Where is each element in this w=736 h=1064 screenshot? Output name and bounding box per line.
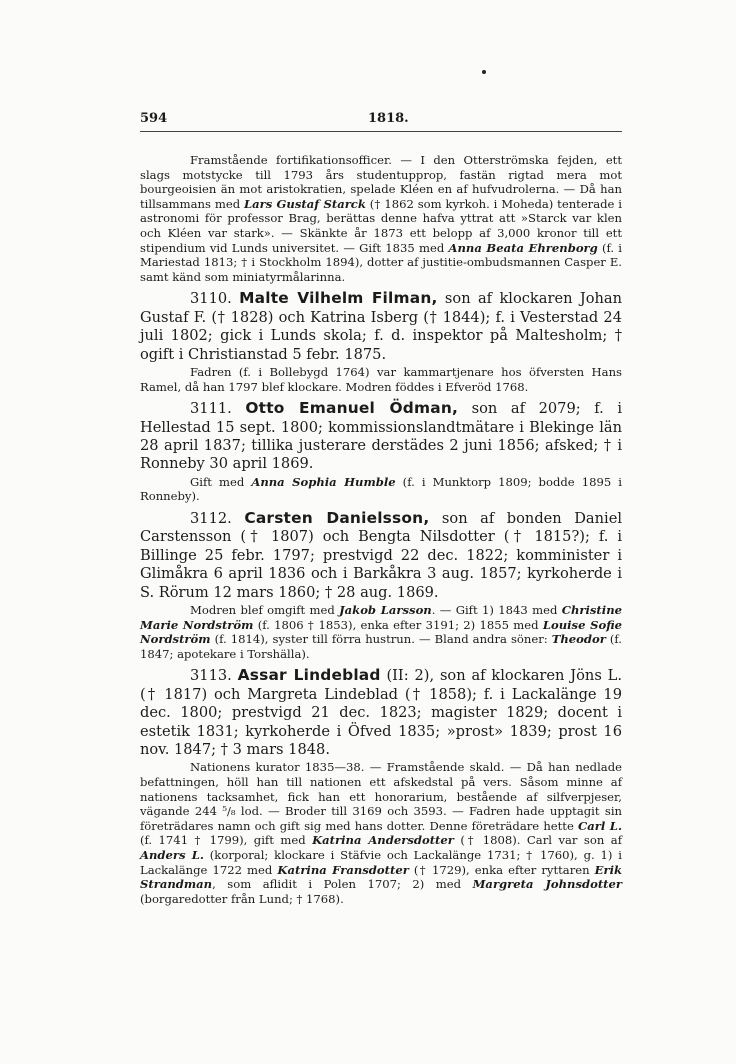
running-year: 1818.: [368, 111, 409, 126]
entry-body: [140, 289, 622, 364]
note-text: (f. i Mariestad 1813; † i Stockholm 1894), dotter af justitie-ombudsmannen Casper E. samt känd som miniatyrmålarinna.: [140, 240, 623, 284]
entry-note: [140, 760, 622, 906]
entry-note: [140, 365, 622, 394]
person-name: Christine Marie Nordström: [140, 603, 622, 632]
intro-note: [140, 153, 622, 284]
note-text: Framstående fortifikationsofficer. — I den Otterströmska fejden, ett slags motstycke till 1793 års studentupprор, fastän rigtad mera mot bourgeoisien än mot aristokratien, spelade Kléen en af hufvudrolerna. — Då han tillsammans med: [140, 153, 622, 211]
person-name: Katrina Fransdotter: [277, 862, 409, 877]
person-name: Theodor: [551, 632, 606, 647]
entry-body: [140, 666, 622, 759]
biography-entry: [140, 509, 622, 661]
entry-text: son af klockaren Johan Gustaf F. († 1828) och Katrina Isberg († 1844); f. i Vesterstad 24 juli 1802; gick i Lunds skola; f. d. inspektor på Maltesholm; † ogift i Christianstad 5 febr. 1875.: [140, 290, 623, 363]
entry-name: Assar Lindeblad: [237, 666, 381, 685]
header-rule: [140, 131, 622, 132]
page-number: 594: [140, 111, 168, 126]
entry-number: 3113.: [190, 667, 238, 685]
note-text: († 1729), enka efter ryttaren: [408, 862, 595, 877]
entry-number: 3112.: [190, 509, 245, 527]
page-content: [140, 153, 622, 906]
note-text: Fadren (f. i Bollebygd 1764) var kammartjenare hos öfversten Hans Ramel, då han 1797 blef klockare. Modren föddes i Efveröd 1768.: [140, 364, 622, 394]
note-text: , som aflidit i Polen 1707; 2) med: [212, 877, 473, 892]
entry-body: [140, 399, 622, 474]
biography-entry: [140, 399, 622, 504]
person-name: Carl L.: [578, 818, 622, 833]
note-text: († 1808). Carl var son af: [453, 833, 622, 848]
person-name: Lars Gustaf Starck: [244, 196, 366, 211]
person-name: Anders L.: [140, 847, 204, 862]
note-text: († 1862 som kyrkoh. i Moheda) tenterade i astronomi för professor Brag, berättas denne hafva yttrat att »Starck var klen och Kléen var stark». — Skänkte år 1873 ett belopp af 3,000 kronor till ett stipendium vid Lunds universitet. — Gift 1835 med: [140, 196, 623, 255]
entry-note: [140, 475, 622, 504]
note-text: (f. i Munktorp 1809; bodde 1895 i Ronneby).: [140, 474, 622, 504]
entry-name: Malte Vilhelm Filman,: [239, 289, 438, 308]
entry-name: Otto Emanuel Ödman,: [245, 399, 459, 418]
note-text: Gift med: [190, 474, 252, 489]
note-text: Modren blef omgift med: [190, 603, 340, 617]
note-text: (f. 1806 † 1853), enka efter 3191; 2) 1855 med: [253, 617, 543, 632]
entry-text: son af 2079; f. i Hellestad 15 sept. 1800; kommissionslandtmätare i Blekinge län 28 april 1837; tillika justerare derstädes 2 juni 1856; afsked; † i Ronneby 30 april 1869.: [140, 400, 623, 473]
entry-name: Carsten Danielsson,: [244, 508, 430, 527]
note-text: (f. 1814), syster till förra hustrun. — Bland andra söner:: [210, 632, 552, 647]
person-name: Louise Sofie Nordström: [140, 617, 622, 647]
person-name: Anna Beata Ehrenborg: [448, 240, 598, 255]
entries: [140, 289, 622, 906]
note-text: . — Gift 1) 1843 med: [431, 603, 562, 617]
note-text: (f. 1741 † 1799), gift med: [140, 833, 313, 848]
page-header: [140, 111, 622, 133]
biography-entry: [140, 289, 622, 394]
note-text: Nationens kurator 1835—38. — Framstående skald. — Då han nedlade befattningen, höll han till nationen ett afskedstal på vers. Såsom minne af nationens tacksamhet, fick han ett honorarium, bestående af silfverpjeser, vägande 244 ⁵/₈ lod. — Broder till 3169 och 3593. — Fadren hade upptagit sin företrädares namn och gift sig med hans dotter. Denne företrädare hette: [140, 760, 622, 833]
entry-text: son af bonden Daniel Carstensson († 1807) och Bengta Nilsdotter († 1815?); f. i Billinge 25 febr. 1797; prestvigd 22 dec. 1822; komminister i Glimåkra 6 april 1836 och i Barkåkra 3 aug. 1857; kyrkoherde i S. Rörum 12 mars 1860; † 28 aug. 1869.: [140, 509, 623, 601]
person-name: Margreta Johnsdotter: [472, 877, 623, 892]
person-name: Jakob Larsson: [339, 603, 432, 617]
entry-body: [140, 509, 622, 602]
note-text: (borgaredotter från Lund; † 1768).: [140, 891, 344, 906]
entry-note: [140, 603, 622, 661]
person-name: Erik Strandman: [140, 862, 623, 892]
person-name: Katrina Andersdotter: [312, 833, 454, 848]
note-text: (korporal; klockare i Stäfvie och Lackalänge 1731; † 1760), g. 1) i Lackalänge 1722 med: [140, 847, 622, 877]
entry-number: 3111.: [190, 400, 246, 418]
entry-number: 3110.: [190, 290, 240, 308]
note-text: (f. 1847; apotekare i Torshälla).: [140, 632, 622, 661]
person-name: Anna Sophia Humble: [251, 474, 396, 489]
speck: [482, 70, 486, 74]
entry-text: (II: 2), son af klockaren Jöns L. († 1817) och Margreta Lindeblad († 1858); f. i Lackalänge 19 dec. 1800; prestvigd 21 dec. 1823; magister 1829; docent i estetik 1831; kyrkoherde i Öfved 1835; »prost» 1839; prost 16 nov. 1847; † 3 mars 1848.: [140, 667, 623, 758]
biography-entry: [140, 666, 622, 906]
